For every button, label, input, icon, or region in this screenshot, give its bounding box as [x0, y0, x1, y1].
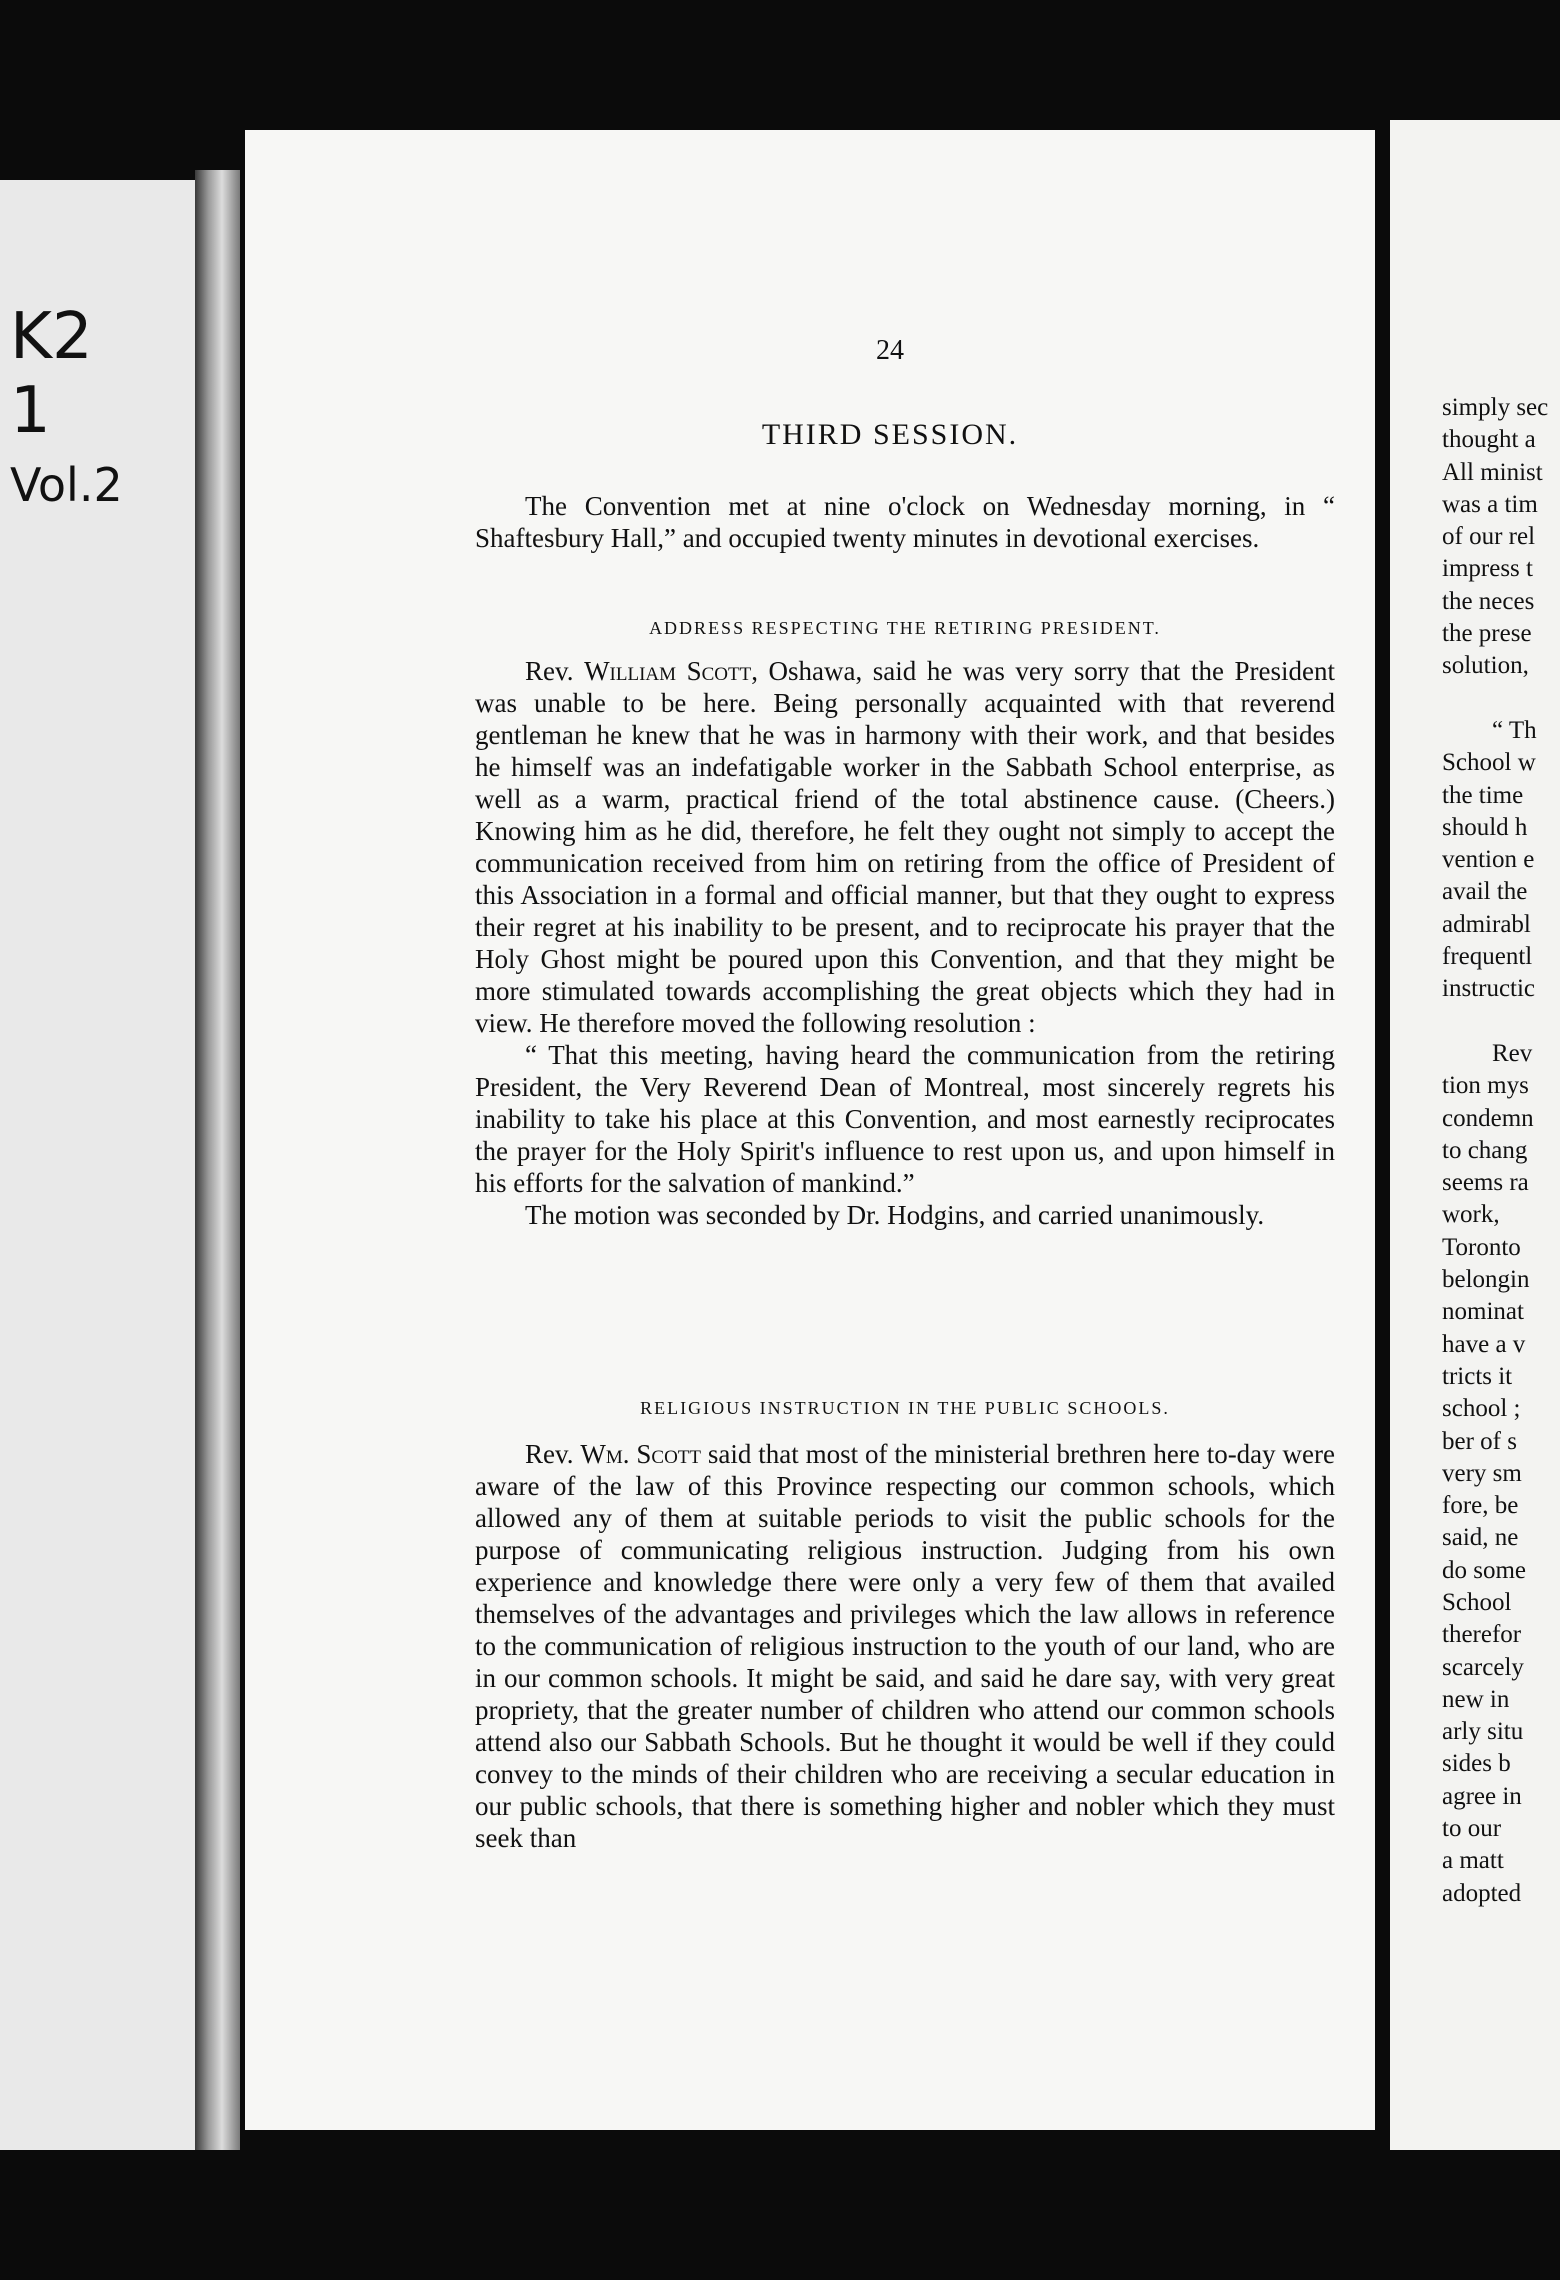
page-number: 24: [876, 335, 904, 366]
facing-page-line: “ Th: [1492, 716, 1537, 744]
resolution-paragraph: “ That this meeting, having heard the communication from the retiring President, the Very Reverend Dean of Montreal, most sincerely regrets his inability to take his place at this Convention, and most earnestly reciprocates the prayer for the Holy Spirit's influence to rest upon us, and upon himself in his efforts for the salvation of mankind.”: [475, 1040, 1335, 1198]
speaker-paragraph: [475, 1438, 1335, 1854]
facing-page-line: [1442, 1006, 1560, 1038]
facing-page-text-fragments: [1442, 392, 1560, 1910]
facing-page-line: sides b: [1442, 1750, 1511, 1778]
facing-page-line: impress t: [1442, 555, 1533, 583]
facing-page-line: School: [1442, 1588, 1512, 1616]
speaker-text: , Oshawa, said he was very sorry that the President was unable to be here. Being personally acquainted with that reverend gentleman he knew that he was in harmony with their work, and that besides he himself was an indefatigable worker in the Sabbath School enterprise, as well as a warm, practical friend of the total abstinence cause. (Cheers.) Knowing him as he did, therefore, he felt they ought not simply to accept the communication received from him on retiring from the office of President of this Association in a formal and official manner, but that they ought to express their regret at his inability to be present, and to reciprocate his prayer that the Holy Ghost might be poured upon this Convention, and that they might be more stimulated towards accomplishing the great objects which they had in view. He therefore moved the following resolution :: [475, 656, 1335, 1038]
facing-page-line: new in: [1442, 1685, 1510, 1713]
facing-page-line: to our: [1442, 1815, 1502, 1843]
facing-page-line: of our rel: [1442, 523, 1536, 551]
facing-page-line: Toronto: [1442, 1233, 1521, 1261]
facing-page-line: arly situ: [1442, 1718, 1524, 1746]
facing-page-line: thought a: [1442, 426, 1536, 454]
speaker-name: Wm. Scott: [580, 1439, 701, 1469]
book-page-edges: [195, 170, 240, 2180]
facing-page-line: the prese: [1442, 620, 1532, 648]
facing-page-line: Rev: [1492, 1039, 1533, 1067]
facing-page-line: work,: [1442, 1201, 1500, 1229]
speaker-text: said that most of the ministerial brethren here to-day were aware of the law of this Province respecting our common schools, which allowed any of them at suitable periods to visit the public schools for the purpose of communicating religious instruction. Judging from his own experience and knowledge there were only a very few of them that availed themselves of the advantages and privileges which the law allows in reference to the communication of religious instruction to the youth of our land, who are in our common schools. It might be said, and said he dare say, with very great propriety, that the greater number of children who attend our common schools attend also our Sabbath Schools. But he thought it would be well if they could convey to the minds of their children who are receiving a secular education in our public schools, that there is something higher and nobler which they must seek than: [475, 1439, 1335, 1853]
facing-page-line: solution,: [1442, 652, 1529, 680]
opening-paragraph: The Convention met at nine o'clock on Wednesday morning, in “ Shaftesbury Hall,” and occupied twenty minutes in devotional exercises.: [475, 491, 1335, 553]
facing-page-line: to chang: [1442, 1136, 1528, 1164]
section-heading-religious-instruction: RELIGIOUS INSTRUCTION IN THE PUBLIC SCHOOLS.: [640, 1398, 1170, 1418]
section-religious-instruction: [475, 1438, 1335, 1854]
handwriting-line: Vol.2: [10, 458, 123, 512]
facing-page-line: nominat: [1442, 1298, 1524, 1326]
facing-page-line: have a v: [1442, 1330, 1526, 1358]
facing-page-line: the time: [1442, 781, 1524, 809]
facing-page-line: condemn: [1442, 1104, 1534, 1132]
facing-page-line: belongin: [1442, 1266, 1530, 1294]
facing-page-line: school ;: [1442, 1395, 1521, 1423]
facing-page-line: admirabl: [1442, 910, 1531, 938]
motion-paragraph: The motion was seconded by Dr. Hodgins, and carried unanimously.: [525, 1200, 1265, 1230]
handwriting-line: K2: [10, 300, 93, 374]
facing-page-line: tion mys: [1442, 1072, 1529, 1100]
facing-page-line: was a tim: [1442, 490, 1538, 518]
margin-handwriting: [10, 300, 190, 522]
facing-page-line: ber of s: [1442, 1427, 1517, 1455]
section-heading-retiring-president: ADDRESS RESPECTING THE RETIRING PRESIDENT.: [649, 618, 1161, 638]
facing-page-line: the neces: [1442, 587, 1535, 615]
facing-page-line: tricts it: [1442, 1362, 1513, 1390]
facing-page-line: fore, be: [1442, 1492, 1519, 1520]
facing-page-line: should h: [1442, 813, 1528, 841]
section-retiring-president: [475, 655, 1335, 1231]
speaker-prefix: Rev.: [525, 656, 574, 686]
facing-page-line: frequentl: [1442, 943, 1533, 971]
facing-page-line: do some: [1442, 1556, 1527, 1584]
speaker-prefix: Rev.: [525, 1439, 574, 1469]
facing-page-line: avail the: [1442, 878, 1528, 906]
facing-page-line: simply sec: [1442, 394, 1549, 421]
facing-page-line: said, ne: [1442, 1524, 1519, 1552]
facing-page-line: instructic: [1442, 975, 1536, 1003]
session-title: THIRD SESSION.: [761, 418, 1019, 451]
facing-page-line: All minist: [1442, 458, 1543, 486]
facing-page-line: agree in: [1442, 1782, 1522, 1810]
speaker-name: William Scott: [584, 656, 752, 686]
facing-page-line: [1442, 683, 1560, 715]
bottom-shadow: [0, 2150, 1560, 2280]
speaker-paragraph: [475, 655, 1335, 1039]
facing-page-line: School w: [1442, 749, 1536, 777]
facing-page-line: vention e: [1442, 846, 1535, 874]
facing-page-line: a matt: [1442, 1847, 1504, 1875]
opening-paragraph-block: [475, 490, 1335, 554]
handwriting-line: 1: [10, 374, 51, 448]
facing-page-line: scarcely: [1442, 1653, 1524, 1681]
facing-page-line: seems ra: [1442, 1169, 1529, 1197]
facing-page-line: very sm: [1442, 1459, 1522, 1487]
facing-page-line: adopted: [1442, 1879, 1522, 1907]
facing-page-line: therefor: [1442, 1621, 1522, 1649]
